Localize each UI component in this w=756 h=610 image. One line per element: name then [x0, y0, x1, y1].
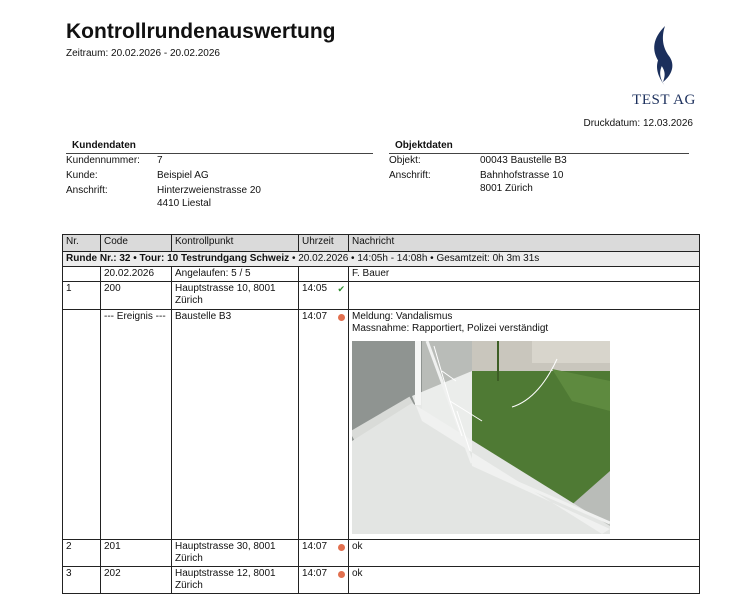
row-checkpoint: Baustelle B3: [172, 310, 299, 540]
row-checkpoint: [172, 282, 299, 310]
round-summary: [63, 252, 700, 267]
row-checkpoint: [172, 567, 299, 594]
row-time: [299, 310, 349, 540]
object-address-line1: Bahnhofstrasse 10: [480, 170, 564, 181]
company-name: TEST AG: [632, 92, 696, 108]
col-checkpoint: Kontrollpunkt: [172, 235, 299, 252]
customer-address-line1: Hinterzweienstrasse 20: [157, 185, 261, 196]
object-value: 00043 Baustelle B3: [480, 155, 567, 166]
broken-window-photo[interactable]: [352, 341, 610, 534]
row-time: [299, 540, 349, 567]
round-info-row: [63, 267, 700, 282]
object-address-label: Anschrift:: [389, 170, 431, 181]
alert-dot-icon: [338, 314, 345, 321]
col-nr: Nr.: [63, 235, 101, 252]
col-time: Uhrzeit: [299, 235, 349, 252]
customer-address-label: Anschrift:: [66, 185, 108, 196]
object-heading: Objektdaten: [389, 140, 689, 154]
report-title: Kontrollrundenauswertung: [66, 20, 336, 43]
row-code: 201: [101, 540, 172, 567]
row-time: [299, 282, 349, 310]
empty-cell: [63, 267, 101, 282]
checkpoint-line1: Hauptstrasse 10, 8001: [175, 283, 276, 294]
table-header-row: [63, 235, 700, 252]
row-nr: 1: [63, 282, 101, 310]
time-value: 14:07: [302, 311, 328, 322]
round-date: 20.02.2026: [101, 267, 172, 282]
customer-address-line2: 4410 Liestal: [157, 198, 211, 209]
table-row: [63, 282, 700, 310]
photo-image: [352, 341, 610, 534]
customer-number-label: Kundennummer:: [66, 155, 140, 166]
empty-cell: [299, 267, 349, 282]
report-period: Zeitraum: 20.02.2026 - 20.02.2026: [66, 48, 220, 59]
alert-dot-icon: [338, 571, 345, 578]
round-log-table: [62, 234, 700, 594]
alert-dot-icon: [338, 544, 345, 551]
row-message: ok: [349, 540, 700, 567]
customer-name-label: Kunde:: [66, 170, 98, 181]
row-message: [349, 310, 700, 540]
event-report: Meldung: Vandalismus: [352, 311, 453, 322]
col-message: Nachricht: [349, 235, 700, 252]
round-guard: F. Bauer: [349, 267, 700, 282]
event-row: [63, 310, 700, 540]
time-value: 14:05: [302, 283, 328, 294]
row-nr: 2: [63, 540, 101, 567]
row-code: 200: [101, 282, 172, 310]
round-summary-rest: • 20.02.2026 • 14:05h - 14:08h • Gesamtzeit: 0h 3m 31s: [289, 253, 540, 264]
flame-icon: [649, 24, 679, 90]
customer-name: Beispiel AG: [157, 170, 209, 181]
object-label: Objekt:: [389, 155, 421, 166]
row-nr: [63, 310, 101, 540]
row-time: [299, 567, 349, 594]
table-row: [63, 540, 700, 567]
object-details: [389, 155, 689, 215]
checkpoint-line1: Hauptstrasse 12, 8001: [175, 568, 276, 579]
round-summary-row: [63, 252, 700, 267]
time-value: 14:07: [302, 541, 328, 552]
customer-details: [66, 155, 366, 215]
row-code: --- Ereignis ---: [101, 310, 172, 540]
time-value: 14:07: [302, 568, 328, 579]
checkpoint-line2: Zürich: [175, 553, 203, 564]
company-logo: [624, 24, 704, 109]
round-summary-bold: Runde Nr.: 32 • Tour: 10 Testrundgang Schweiz: [66, 253, 290, 264]
col-code: Code: [101, 235, 172, 252]
event-action: Massnahme: Rapportiert, Polizei verständigt: [352, 323, 549, 334]
checkpoint-line2: Zürich: [175, 580, 203, 591]
table-row: [63, 567, 700, 594]
row-message: ok: [349, 567, 700, 594]
object-address-line2: 8001 Zürich: [480, 183, 533, 194]
checkpoint-line1: Hauptstrasse 30, 8001: [175, 541, 276, 552]
print-date: Druckdatum: 12.03.2026: [583, 118, 693, 129]
row-message: [349, 282, 700, 310]
round-visited: Angelaufen: 5 / 5: [172, 267, 299, 282]
customer-heading: Kundendaten: [66, 140, 373, 154]
check-icon: ✔: [337, 284, 345, 294]
row-nr: 3: [63, 567, 101, 594]
row-checkpoint: [172, 540, 299, 567]
customer-number: 7: [157, 155, 163, 166]
checkpoint-line2: Zürich: [175, 295, 203, 306]
row-code: 202: [101, 567, 172, 594]
